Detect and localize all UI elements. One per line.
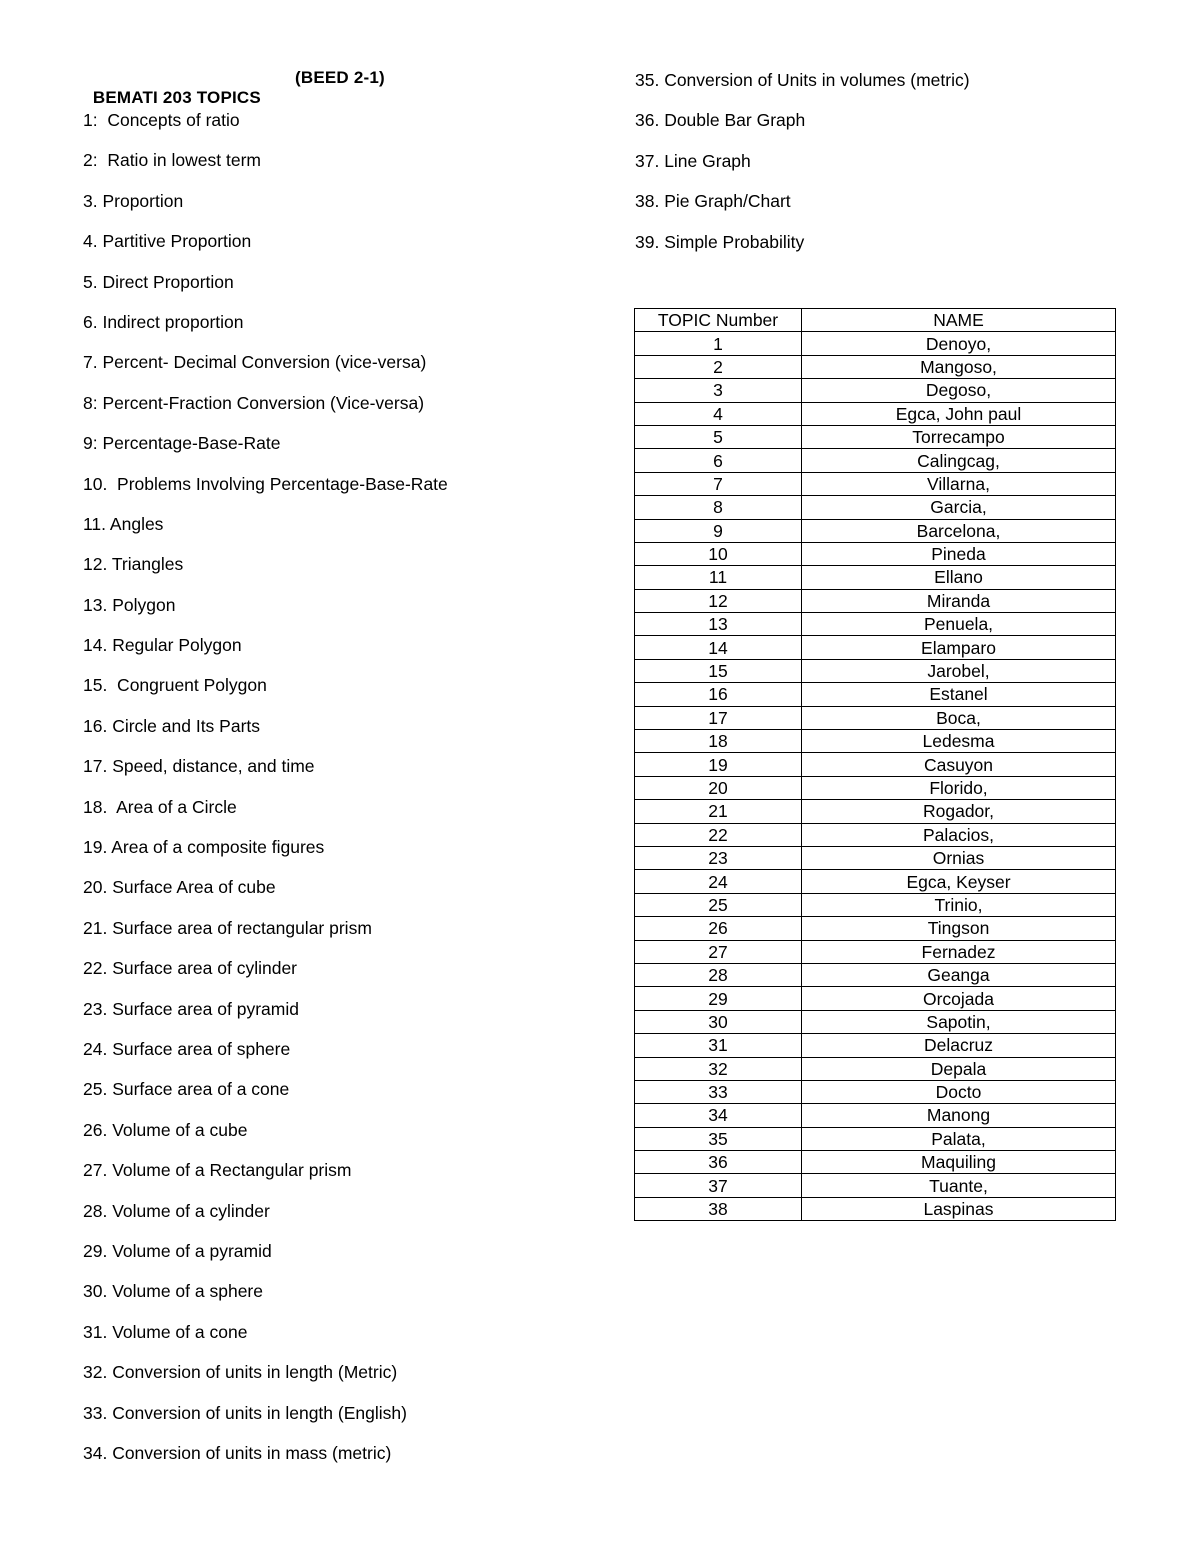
topic-number-cell: 14 xyxy=(635,636,802,659)
topic-item: 38. Pie Graph/Chart xyxy=(635,191,791,212)
student-name-cell: Maquiling xyxy=(802,1151,1116,1174)
table-row xyxy=(635,472,1116,495)
topic-item: 25. Surface area of a cone xyxy=(83,1079,290,1100)
topic-number-cell: 23 xyxy=(635,846,802,869)
table-row xyxy=(635,566,1116,589)
topic-assignment-table xyxy=(634,308,1116,1221)
table-row xyxy=(635,589,1116,612)
topic-item: 13. Polygon xyxy=(83,594,176,615)
topic-number-cell: 11 xyxy=(635,566,802,589)
topic-number-cell: 13 xyxy=(635,613,802,636)
topic-item: 18. Area of a Circle xyxy=(83,796,237,817)
topic-number-cell: 32 xyxy=(635,1057,802,1080)
topics-list-left xyxy=(83,108,448,1481)
table-row xyxy=(635,1057,1116,1080)
student-name-cell: Depala xyxy=(802,1057,1116,1080)
topic-number-cell: 21 xyxy=(635,800,802,823)
table-row xyxy=(635,1104,1116,1127)
student-name-cell: Geanga xyxy=(802,963,1116,986)
student-name-cell: Mangoso, xyxy=(802,355,1116,378)
topic-number-cell: 8 xyxy=(635,496,802,519)
topic-item: 19. Area of a composite figures xyxy=(83,837,325,858)
student-name-cell: Barcelona, xyxy=(802,519,1116,542)
topic-item: 1: Concepts of ratio xyxy=(83,110,240,130)
student-name-cell: Manong xyxy=(802,1104,1116,1127)
student-name-cell: Orcojada xyxy=(802,987,1116,1010)
topic-number-cell: 22 xyxy=(635,823,802,846)
table-header-row xyxy=(635,309,1116,332)
topic-number-cell: 36 xyxy=(635,1151,802,1174)
table-row xyxy=(635,753,1116,776)
topic-number-cell: 25 xyxy=(635,893,802,916)
topic-number-cell: 29 xyxy=(635,987,802,1010)
topic-number-cell: 7 xyxy=(635,472,802,495)
student-name-cell: Palata, xyxy=(802,1127,1116,1150)
topic-item: 23. Surface area of pyramid xyxy=(83,998,299,1019)
topic-item: 35. Conversion of Units in volumes (metric) xyxy=(635,70,970,90)
topic-number-cell: 9 xyxy=(635,519,802,542)
table-row xyxy=(635,917,1116,940)
topic-number-cell: 1 xyxy=(635,332,802,355)
topic-item: 8: Percent-Fraction Conversion (Vice-versa) xyxy=(83,392,425,413)
table-row xyxy=(635,659,1116,682)
topic-item: 30. Volume of a sphere xyxy=(83,1281,263,1302)
table-row xyxy=(635,823,1116,846)
topic-item: 26. Volume of a cube xyxy=(83,1119,248,1140)
topic-item: 15. Congruent Polygon xyxy=(83,675,267,696)
topic-item: 29. Volume of a pyramid xyxy=(83,1240,272,1261)
table-row xyxy=(635,1174,1116,1197)
header-topic-number: TOPIC Number xyxy=(635,309,802,332)
student-name-cell: Fernadez xyxy=(802,940,1116,963)
topic-number-cell: 15 xyxy=(635,659,802,682)
student-name-cell: Penuela, xyxy=(802,613,1116,636)
topic-number-cell: 30 xyxy=(635,1010,802,1033)
topic-number-cell: 12 xyxy=(635,589,802,612)
topic-number-cell: 38 xyxy=(635,1197,802,1220)
topic-item: 4. Partitive Proportion xyxy=(83,231,252,252)
table-row xyxy=(635,963,1116,986)
topic-item: 10. Problems Involving Percentage-Base-Rate xyxy=(83,473,448,494)
topic-number-cell: 27 xyxy=(635,940,802,963)
topic-item: 39. Simple Probability xyxy=(635,231,805,252)
topic-number-cell: 37 xyxy=(635,1174,802,1197)
student-name-cell: Estanel xyxy=(802,683,1116,706)
topic-number-cell: 2 xyxy=(635,355,802,378)
topic-number-cell: 20 xyxy=(635,776,802,799)
topic-item: 3. Proportion xyxy=(83,190,184,211)
topic-number-cell: 4 xyxy=(635,402,802,425)
topic-item: 17. Speed, distance, and time xyxy=(83,756,315,777)
student-name-cell: Pineda xyxy=(802,542,1116,565)
table-row xyxy=(635,987,1116,1010)
table-row xyxy=(635,613,1116,636)
table-row xyxy=(635,683,1116,706)
student-name-cell: Degoso, xyxy=(802,379,1116,402)
topic-item: 33. Conversion of units in length (English) xyxy=(83,1402,407,1423)
topic-number-cell: 28 xyxy=(635,963,802,986)
student-name-cell: Ellano xyxy=(802,566,1116,589)
topic-item: 12. Triangles xyxy=(83,554,184,575)
student-name-cell: Rogador, xyxy=(802,800,1116,823)
topic-number-cell: 10 xyxy=(635,542,802,565)
student-name-cell: Calingcag, xyxy=(802,449,1116,472)
table-row xyxy=(635,1010,1116,1033)
topic-item: 7. Percent- Decimal Conversion (vice-versa) xyxy=(83,352,427,373)
topic-item: 14. Regular Polygon xyxy=(83,635,242,656)
section-label: (BEED 2-1) xyxy=(295,68,385,87)
student-name-cell: Trinio, xyxy=(802,893,1116,916)
student-name-cell: Miranda xyxy=(802,589,1116,612)
student-name-cell: Sapotin, xyxy=(802,1010,1116,1033)
student-name-cell: Egca, Keyser xyxy=(802,870,1116,893)
table-row xyxy=(635,730,1116,753)
table-row xyxy=(635,402,1116,425)
topic-number-cell: 16 xyxy=(635,683,802,706)
topic-item: 27. Volume of a Rectangular prism xyxy=(83,1160,352,1181)
table-row xyxy=(635,893,1116,916)
student-name-cell: Garcia, xyxy=(802,496,1116,519)
topic-item: 6. Indirect proportion xyxy=(83,311,244,332)
student-name-cell: Tuante, xyxy=(802,1174,1116,1197)
table-row xyxy=(635,542,1116,565)
student-name-cell: Docto xyxy=(802,1080,1116,1103)
student-name-cell: Boca, xyxy=(802,706,1116,729)
table-row xyxy=(635,870,1116,893)
student-name-cell: Palacios, xyxy=(802,823,1116,846)
topic-item: 37. Line Graph xyxy=(635,150,751,171)
topic-item: 31. Volume of a cone xyxy=(83,1321,248,1342)
topic-number-cell: 35 xyxy=(635,1127,802,1150)
table-row xyxy=(635,800,1116,823)
student-name-cell: Casuyon xyxy=(802,753,1116,776)
table-row xyxy=(635,940,1116,963)
table-row xyxy=(635,449,1116,472)
topic-number-cell: 31 xyxy=(635,1034,802,1057)
table-row xyxy=(635,425,1116,448)
student-name-cell: Torrecampo xyxy=(802,425,1116,448)
topic-item: 24. Surface area of sphere xyxy=(83,1038,291,1059)
student-name-cell: Ledesma xyxy=(802,730,1116,753)
topic-item: 22. Surface area of cylinder xyxy=(83,958,298,979)
table-row xyxy=(635,519,1116,542)
topic-number-cell: 6 xyxy=(635,449,802,472)
topic-item: 2: Ratio in lowest term xyxy=(83,150,261,171)
table-body xyxy=(635,332,1116,1221)
topic-number-cell: 34 xyxy=(635,1104,802,1127)
topic-item: 28. Volume of a cylinder xyxy=(83,1200,270,1221)
topic-number-cell: 18 xyxy=(635,730,802,753)
student-name-cell: Egca, John paul xyxy=(802,402,1116,425)
student-name-cell: Laspinas xyxy=(802,1197,1116,1220)
table-row xyxy=(635,706,1116,729)
topic-item: 5. Direct Proportion xyxy=(83,271,234,292)
table-row xyxy=(635,332,1116,355)
student-name-cell: Denoyo, xyxy=(802,332,1116,355)
topic-number-cell: 26 xyxy=(635,917,802,940)
student-name-cell: Delacruz xyxy=(802,1034,1116,1057)
table-row xyxy=(635,776,1116,799)
topic-number-cell: 24 xyxy=(635,870,802,893)
table-row xyxy=(635,1197,1116,1220)
topic-number-cell: 19 xyxy=(635,753,802,776)
topic-item: 20. Surface Area of cube xyxy=(83,877,276,898)
table-row xyxy=(635,1034,1116,1057)
table-row xyxy=(635,846,1116,869)
student-name-cell: Ornias xyxy=(802,846,1116,869)
student-name-cell: Elamparo xyxy=(802,636,1116,659)
topic-item: 32. Conversion of units in length (Metric) xyxy=(83,1362,398,1383)
topic-item: 16. Circle and Its Parts xyxy=(83,715,261,736)
topic-item: 21. Surface area of rectangular prism xyxy=(83,917,372,938)
table-row xyxy=(635,1151,1116,1174)
topic-number-cell: 33 xyxy=(635,1080,802,1103)
title-text: BEMATI 203 TOPICS xyxy=(92,88,261,107)
topic-number-cell: 17 xyxy=(635,706,802,729)
header-name: NAME xyxy=(802,309,1116,332)
topic-item: 11. Angles xyxy=(83,513,164,534)
topic-item: 9: Percentage-Base-Rate xyxy=(83,433,281,454)
table-row xyxy=(635,1080,1116,1103)
topic-item: 36. Double Bar Graph xyxy=(635,110,806,131)
student-name-cell: Jarobel, xyxy=(802,659,1116,682)
table-row xyxy=(635,1127,1116,1150)
topic-number-cell: 5 xyxy=(635,425,802,448)
table-row xyxy=(635,636,1116,659)
table-row xyxy=(635,355,1116,378)
topic-item: 34. Conversion of units in mass (metric) xyxy=(83,1442,392,1463)
topics-list-right xyxy=(635,68,970,270)
table-row xyxy=(635,379,1116,402)
table-row xyxy=(635,496,1116,519)
topic-number-cell: 3 xyxy=(635,379,802,402)
student-name-cell: Tingson xyxy=(802,917,1116,940)
student-name-cell: Villarna, xyxy=(802,472,1116,495)
student-name-cell: Florido, xyxy=(802,776,1116,799)
